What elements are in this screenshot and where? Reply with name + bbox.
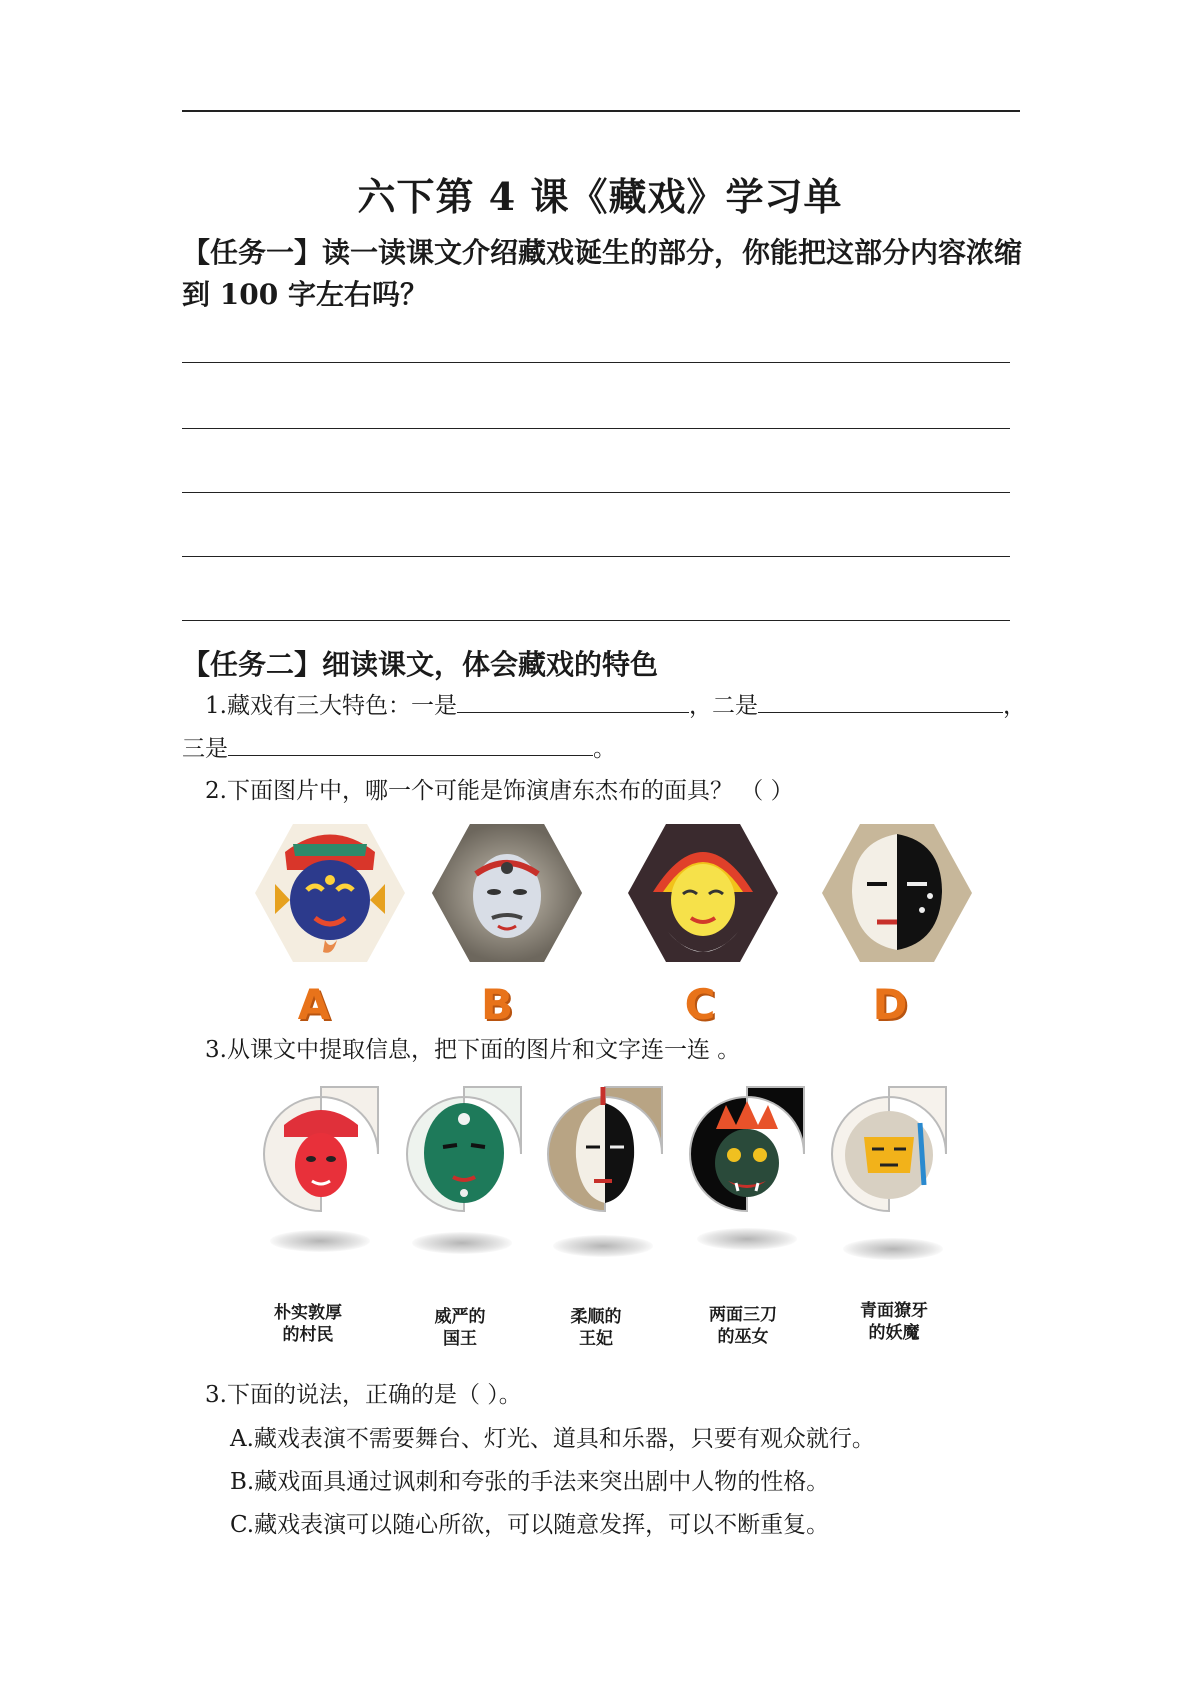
question-2: 2.下面图片中，哪一个可能是饰演唐东杰布的面具？ （ ） (205, 778, 794, 804)
mask-b-icon (432, 822, 582, 964)
q1-text-c: ， (1002, 693, 1026, 719)
mask-d-icon (822, 822, 972, 964)
q1-text-a: 1.藏戏有三大特色：一是 (205, 693, 457, 719)
mask-shadow (412, 1232, 512, 1254)
q1-text-d: 三是 (182, 736, 228, 762)
task1-line2: 到 100 字左右吗？ (182, 278, 428, 311)
q1-text-b: ，二是 (688, 693, 758, 719)
mask-c-icon (628, 822, 778, 964)
mask-shadow (697, 1228, 797, 1250)
question-3: 3.从课文中提取信息，把下面的图片和文字连一连 。 (205, 1037, 741, 1063)
choice-a[interactable]: A.藏戏表演不需要舞台、灯光、道具和乐器，只要有观众就行。 (230, 1426, 875, 1452)
caption-queen: 柔顺的 王妃 (570, 1307, 622, 1349)
mask-shadow (553, 1235, 653, 1257)
mask-shadow (270, 1230, 370, 1252)
mask-a-icon (255, 822, 405, 964)
caption-villager: 朴实敦厚 的村民 (274, 1303, 342, 1345)
header-rule (182, 110, 1020, 112)
page-title: 六下第 4 课《藏戏》学习单 (357, 174, 843, 219)
answer-line-3[interactable] (182, 492, 1010, 493)
mask-villager-icon (262, 1085, 380, 1213)
q1-blank-2[interactable] (758, 690, 1003, 713)
question-1-row2 (182, 733, 616, 764)
task1-line1: 【任务一】读一读课文介绍藏戏诞生的部分，你能把这部分内容浓缩 (182, 236, 1023, 269)
option-letter-c: C (684, 980, 716, 1029)
option-letter-b: B (480, 980, 513, 1029)
q1-text-e: 。 (593, 736, 616, 762)
option-letter-a: A (297, 980, 331, 1029)
caption-demon: 青面獠牙 的妖魔 (860, 1301, 928, 1343)
mask-witch-icon (688, 1085, 806, 1213)
choice-c[interactable]: C.藏戏表演可以随心所欲，可以随意发挥，可以不断重复。 (230, 1512, 830, 1538)
task2-heading: 【任务二】细读课文，体会藏戏的特色 (182, 648, 659, 681)
answer-line-1[interactable] (182, 362, 1010, 363)
answer-line-5[interactable] (182, 620, 1010, 621)
mask-demon-icon (830, 1085, 948, 1213)
option-letter-d: D (872, 980, 908, 1029)
q1-blank-1[interactable] (457, 690, 689, 713)
mask-king-icon (405, 1085, 523, 1213)
question-1-row1 (205, 690, 1026, 721)
answer-line-2[interactable] (182, 428, 1010, 429)
answer-line-4[interactable] (182, 556, 1010, 557)
mask-queen-icon (546, 1085, 664, 1213)
question-4: 3.下面的说法，正确的是（ ）。 (205, 1382, 522, 1408)
caption-witch: 两面三刀 的巫女 (709, 1305, 777, 1347)
task1-prompt (182, 232, 1032, 316)
mask-shadow (843, 1238, 943, 1260)
caption-king: 威严的 国王 (434, 1307, 486, 1349)
q1-blank-3[interactable] (228, 733, 593, 756)
choice-b[interactable]: B.藏戏面具通过讽刺和夸张的手法来突出剧中人物的性格。 (230, 1469, 830, 1495)
